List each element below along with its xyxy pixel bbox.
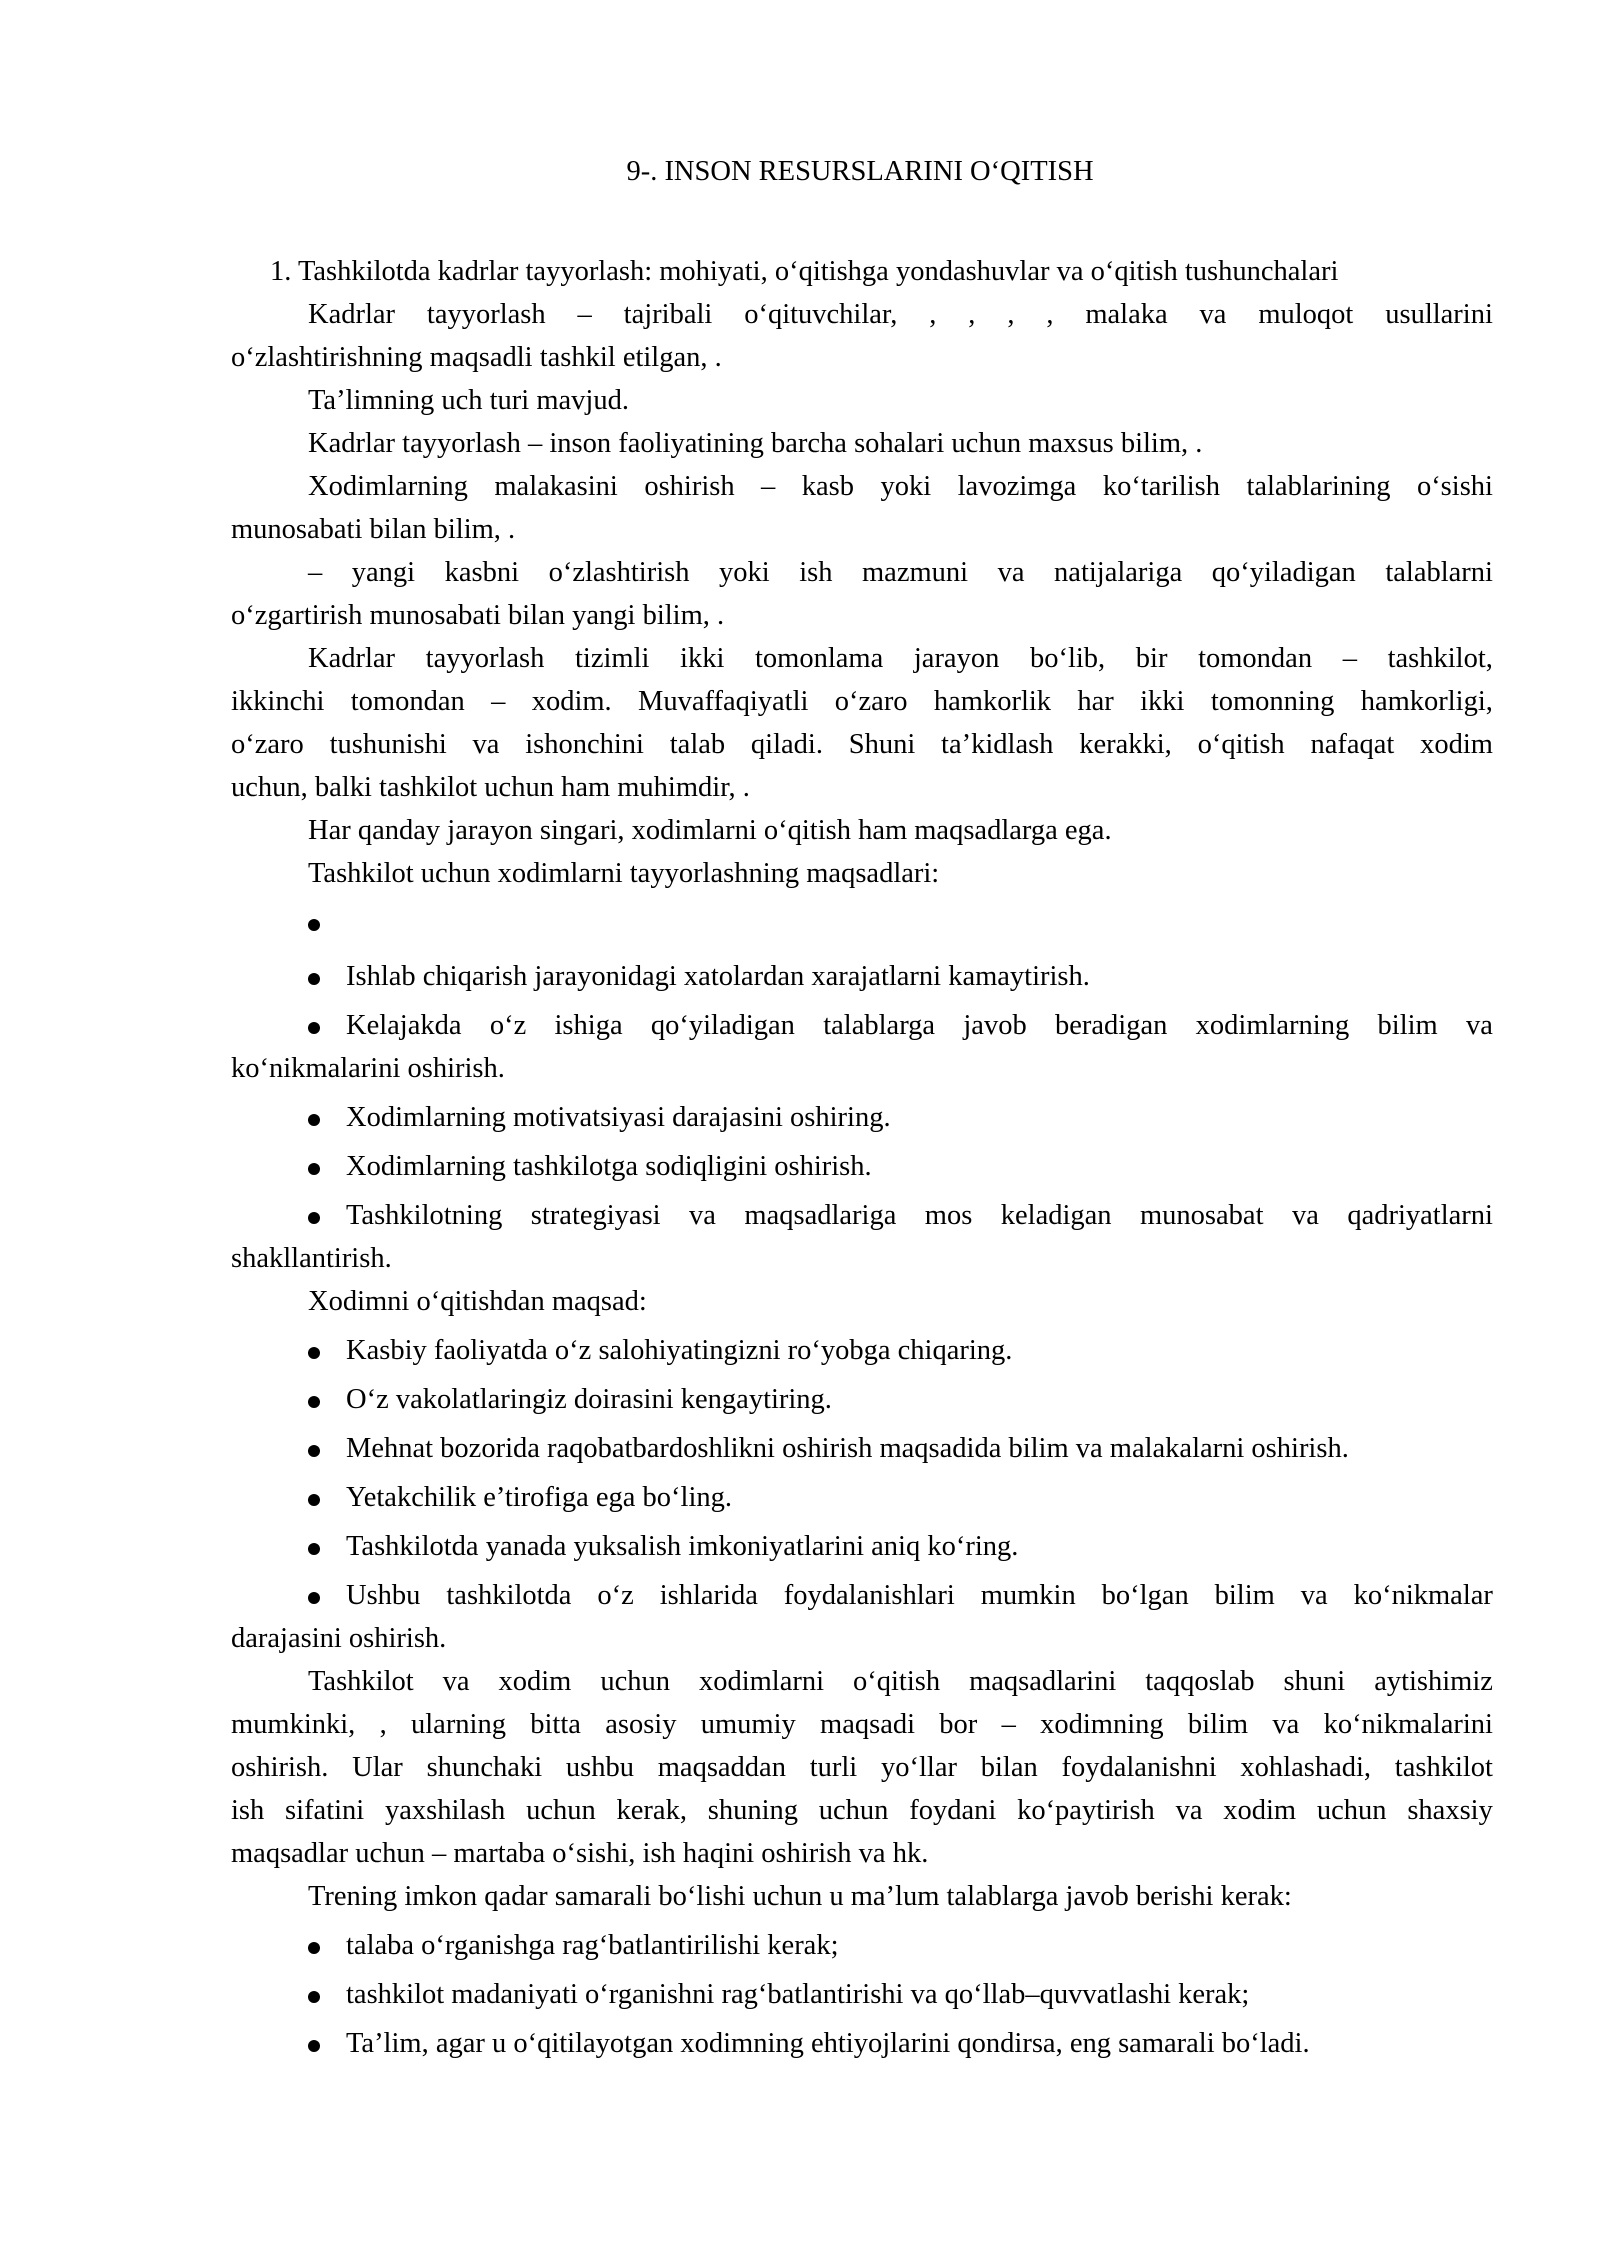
- word: mumkin: [980, 1580, 1076, 1611]
- word: aytishimiz: [1374, 1666, 1493, 1697]
- bullet-icon: [308, 919, 320, 931]
- word: tomondan: [1198, 643, 1313, 674]
- word: malaka: [1085, 299, 1168, 330]
- bullet-icon: [308, 1022, 320, 1034]
- word: o‘qituvchilar,: [744, 299, 898, 330]
- word: foydani: [909, 1795, 997, 1826]
- word: va: [1300, 1580, 1328, 1611]
- word: xodimning: [1040, 1709, 1164, 1740]
- word: tajribali: [623, 299, 713, 330]
- word: asosiy: [605, 1709, 677, 1740]
- bullet-icon: [308, 1543, 320, 1555]
- word: Kelajakda: [346, 1010, 462, 1041]
- word: ikki: [680, 643, 725, 674]
- word: mumkinki,: [231, 1709, 356, 1740]
- list-item: [231, 1525, 1493, 1568]
- word: yaxshilash: [384, 1795, 506, 1826]
- list-item: [231, 1004, 1493, 1047]
- word: keladigan: [1000, 1200, 1112, 1231]
- word: o‘zaro: [231, 729, 304, 760]
- word: talab: [669, 729, 726, 760]
- paragraph-line: [231, 551, 1493, 594]
- paragraph: Trening imkon qadar samarali bo‘lishi uchun u ma’lum talablarga javob berishi kerak:: [308, 1881, 1292, 1912]
- word: ,: [968, 299, 976, 330]
- word: –: [308, 557, 323, 588]
- word: hamkorligi,: [1360, 686, 1493, 717]
- word: ish: [231, 1795, 265, 1826]
- word: xodim: [1223, 1795, 1297, 1826]
- word: bo‘lib,: [1029, 643, 1106, 674]
- word: uchun: [818, 1795, 889, 1826]
- word: tomonning: [1210, 686, 1335, 717]
- bullet-icon: [308, 1991, 320, 2003]
- section-heading: 1. Tashkilotda kadrlar tayyorlash: mohiyati, o‘qitishga yondashuvlar va o‘qitish tushunchalari: [270, 256, 1339, 287]
- bullet-icon: [308, 1396, 320, 1408]
- word: foydalanishni: [1061, 1752, 1217, 1783]
- word: o‘zaro: [834, 686, 908, 717]
- word: va: [1175, 1795, 1203, 1826]
- list-item: [231, 1329, 1493, 1372]
- word: tayyorlash: [426, 299, 546, 330]
- word: oshirish.: [231, 1752, 329, 1783]
- word: jarayon: [913, 643, 1000, 674]
- word: va: [997, 557, 1025, 588]
- word: kasb: [801, 471, 855, 502]
- word: –: [761, 471, 776, 502]
- paragraph-line: [231, 293, 1493, 336]
- word: ,: [929, 299, 937, 330]
- page-title: 9-. INSON RESURSLARINI O‘QITISH: [626, 156, 1094, 187]
- word: ta’kidlash: [941, 729, 1054, 760]
- paragraph-line: [231, 1660, 1493, 1703]
- word: va: [1466, 1010, 1493, 1041]
- word: ishlarida: [659, 1580, 758, 1611]
- word: sifatini: [285, 1795, 365, 1826]
- paragraph-line: [231, 637, 1493, 680]
- word: mazmuni: [862, 557, 969, 588]
- word: Kadrlar: [308, 643, 396, 674]
- word: tashkilot,: [1387, 643, 1493, 674]
- word: malakasini: [494, 471, 618, 502]
- word: bir: [1135, 643, 1168, 674]
- word: tushunishi: [329, 729, 447, 760]
- word: bilim: [1214, 1580, 1275, 1611]
- word: ularning: [411, 1709, 506, 1740]
- paragraph-line: maqsadlar uchun – martaba o‘sishi, ish haqini oshirish va hk.: [231, 1838, 929, 1869]
- word: bilim: [1187, 1709, 1249, 1740]
- word: talablarga: [823, 1010, 936, 1041]
- word: mos: [924, 1200, 973, 1231]
- word: o‘z: [489, 1010, 527, 1041]
- word: ko‘paytirish: [1017, 1795, 1155, 1826]
- word: bilim: [1377, 1010, 1438, 1041]
- list-item-text: tashkilot madaniyati o‘rganishni rag‘batlantirishi va qo‘llab–quvvatlashi kerak;: [346, 1979, 1250, 2010]
- word: turli: [809, 1752, 858, 1783]
- word: ushbu: [565, 1752, 634, 1783]
- word: munosabat: [1140, 1200, 1264, 1231]
- word: –: [577, 299, 592, 330]
- bullet-icon: [308, 973, 320, 985]
- word: taqqoslab: [1145, 1666, 1255, 1697]
- bullet-icon: [308, 1163, 320, 1175]
- word: ish: [799, 557, 833, 588]
- word: ,: [1046, 299, 1054, 330]
- word: Tashkilot: [308, 1666, 414, 1697]
- word: qo‘yiladigan: [650, 1010, 795, 1041]
- word: qiladi.: [750, 729, 823, 760]
- word: usullarini: [1385, 299, 1493, 330]
- bullet-icon: [308, 1212, 320, 1224]
- bullet-icon: [308, 1942, 320, 1954]
- word: va: [1291, 1200, 1319, 1231]
- list-item-text: Mehnat bozorida raqobatbardoshlikni oshirish maqsadida bilim va malakalarni oshirish.: [346, 1433, 1349, 1464]
- word: javob: [963, 1010, 1027, 1041]
- word: o‘zlashtirish: [548, 557, 690, 588]
- list-item: [231, 1378, 1493, 1421]
- list-item: [231, 1427, 1493, 1470]
- word: Ular: [352, 1752, 403, 1783]
- list-item-text: talaba o‘rganishga rag‘batlantirilishi kerak;: [346, 1930, 839, 1961]
- word: ,: [379, 1709, 387, 1740]
- word: o‘z: [597, 1580, 634, 1611]
- word: xohlashadi,: [1240, 1752, 1372, 1783]
- word: kerakki,: [1079, 729, 1172, 760]
- word: oshirish: [644, 471, 735, 502]
- word: Muvaffaqiyatli: [638, 686, 809, 717]
- word: ko‘tarilish: [1102, 471, 1220, 502]
- word: ikki: [1140, 686, 1185, 717]
- word: yoki: [719, 557, 770, 588]
- word: tomonlama: [755, 643, 884, 674]
- word: yoki: [880, 471, 932, 502]
- paragraph-line: [231, 1703, 1493, 1746]
- word: bor: [939, 1709, 978, 1740]
- word: maqsadi: [820, 1709, 916, 1740]
- paragraph-line: [231, 465, 1493, 508]
- word: shaxsiy: [1407, 1795, 1493, 1826]
- word: ko‘nikmalarini: [1323, 1709, 1493, 1740]
- word: maqsadlarini: [969, 1666, 1117, 1697]
- word: muloqot: [1258, 299, 1354, 330]
- word: –: [491, 686, 506, 717]
- word: talablarining: [1246, 471, 1391, 502]
- list-item-text: Ta’lim, agar u o‘qitilayotgan xodimning ehtiyojlarini qondirsa, eng samarali bo‘ladi.: [346, 2028, 1310, 2059]
- word: shuning: [707, 1795, 798, 1826]
- word: –: [1001, 1709, 1016, 1740]
- list-item: [231, 955, 1493, 998]
- word: yo‘llar: [881, 1752, 957, 1783]
- paragraph-line: [231, 680, 1493, 723]
- word: kerak,: [616, 1795, 687, 1826]
- list-item: [231, 2022, 1493, 2065]
- word: shuni: [1283, 1666, 1346, 1697]
- word: bo‘lgan: [1101, 1580, 1189, 1611]
- list-item: [231, 1476, 1493, 1519]
- word: xodim: [1420, 729, 1493, 760]
- list-item-text: Yetakchilik e’tirofiga ega bo‘ling.: [346, 1482, 732, 1513]
- list-item-text: Ishlab chiqarish jarayonidagi xatolardan xarajatlarni kamaytirish.: [346, 961, 1090, 992]
- list-item-text: Xodimlarning tashkilotga sodiqligini oshirish.: [346, 1151, 872, 1182]
- bullet-icon: [308, 1347, 320, 1359]
- word: va: [472, 729, 500, 760]
- list-item: [231, 1973, 1493, 2016]
- list-item-continuation: ko‘nikmalarini oshirish.: [231, 1053, 505, 1084]
- list-item-text: Xodimlarning motivatsiyasi darajasini oshiring.: [346, 1102, 891, 1133]
- word: natijalariga: [1054, 557, 1183, 588]
- list-item-text: Tashkilotda yanada yuksalish imkoniyatlarini aniq ko‘ring.: [346, 1531, 1019, 1562]
- word: maqsadlariga: [744, 1200, 897, 1231]
- bullet-icon: [308, 2040, 320, 2052]
- bullet-icon: [308, 1114, 320, 1126]
- paragraph: Har qanday jarayon singari, xodimlarni o‘qitish ham maqsadlarga ega.: [308, 815, 1112, 846]
- word: ko‘nikmalar: [1353, 1580, 1493, 1611]
- word: bitta: [530, 1709, 581, 1740]
- paragraph-line: munosabati bilan bilim, .: [231, 514, 516, 545]
- word: talablarni: [1385, 557, 1493, 588]
- word: kasbni: [444, 557, 520, 588]
- word: shunchaki: [426, 1752, 543, 1783]
- list-item: [231, 1145, 1493, 1188]
- word: strategiyasi: [530, 1200, 661, 1231]
- list-item: [231, 901, 1493, 944]
- list-item: [231, 1924, 1493, 1967]
- paragraph-line: [231, 723, 1493, 766]
- bullet-icon: [308, 1592, 320, 1604]
- word: ,: [1007, 299, 1015, 330]
- word: beradigan: [1055, 1010, 1168, 1041]
- word: xodimlarni: [698, 1666, 825, 1697]
- word: tashkilot: [1394, 1752, 1493, 1783]
- word: har: [1077, 686, 1114, 717]
- word: va: [1272, 1709, 1300, 1740]
- word: ishonchini: [525, 729, 644, 760]
- list-item-continuation: shakllantirish.: [231, 1243, 392, 1274]
- paragraph-line: o‘zlashtirishning maqsadli tashkil etilgan, .: [231, 342, 722, 373]
- word: Xodimlarning: [308, 471, 468, 502]
- word: o‘sishi: [1416, 471, 1493, 502]
- word: o‘qitish: [853, 1666, 941, 1697]
- word: Ushbu: [346, 1580, 421, 1611]
- bullet-icon: [308, 1445, 320, 1457]
- word: lavozimga: [957, 471, 1077, 502]
- word: umumiy: [700, 1709, 796, 1740]
- paragraph: Ta’limning uch turi mavjud.: [308, 385, 629, 416]
- list-item: [231, 1574, 1493, 1617]
- word: –: [1342, 643, 1357, 674]
- word: hamkorlik: [933, 686, 1052, 717]
- word: Tashkilotning: [346, 1200, 503, 1231]
- word: qo‘yiladigan: [1211, 557, 1356, 588]
- paragraph: Xodimni o‘qitishdan maqsad:: [308, 1286, 647, 1317]
- bullet-icon: [308, 1494, 320, 1506]
- word: tashkilotda: [446, 1580, 572, 1611]
- word: va: [689, 1200, 716, 1231]
- word: ishiga: [554, 1010, 623, 1041]
- word: va: [442, 1666, 470, 1697]
- word: uchun: [526, 1795, 596, 1826]
- word: ikkinchi: [231, 686, 325, 717]
- word: Shuni: [848, 729, 916, 760]
- word: va: [1199, 299, 1227, 330]
- word: o‘qitish: [1197, 729, 1285, 760]
- paragraph: Kadrlar tayyorlash – inson faoliyatining barcha sohalari uchun maxsus bilim, .: [308, 428, 1203, 459]
- paragraph-line: o‘zgartirish munosabati bilan yangi bilim, .: [231, 600, 725, 631]
- word: maqsaddan: [657, 1752, 786, 1783]
- word: xodimlarning: [1195, 1010, 1350, 1041]
- word: xodim.: [531, 686, 612, 717]
- word: xodim: [498, 1666, 572, 1697]
- word: uchun: [600, 1666, 670, 1697]
- list-item-continuation: darajasini oshirish.: [231, 1623, 447, 1654]
- paragraph-line: [231, 1746, 1493, 1789]
- word: uchun: [1316, 1795, 1387, 1826]
- document-body: [231, 250, 1493, 2065]
- word: tayyorlash: [425, 643, 545, 674]
- list-item: [231, 1096, 1493, 1139]
- paragraph-line: uchun, balki tashkilot uchun ham muhimdir, .: [231, 772, 750, 803]
- word: nafaqat: [1310, 729, 1395, 760]
- word: tizimli: [575, 643, 650, 674]
- paragraph: Tashkilot uchun xodimlarni tayyorlashning maqsadlari:: [308, 858, 940, 889]
- word: foydalanishlari: [783, 1580, 955, 1611]
- word: bilan: [980, 1752, 1038, 1783]
- list-item-text: O‘z vakolatlaringiz doirasini kengaytiring.: [346, 1384, 832, 1415]
- list-item: [231, 1194, 1493, 1237]
- word: yangi: [351, 557, 416, 588]
- word: tomondan: [350, 686, 465, 717]
- list-item-text: Kasbiy faoliyatda o‘z salohiyatingizni ro‘yobga chiqaring.: [346, 1335, 1013, 1366]
- word: Kadrlar: [308, 299, 396, 330]
- word: qadriyatlarni: [1347, 1200, 1493, 1231]
- paragraph-line: [231, 1789, 1493, 1832]
